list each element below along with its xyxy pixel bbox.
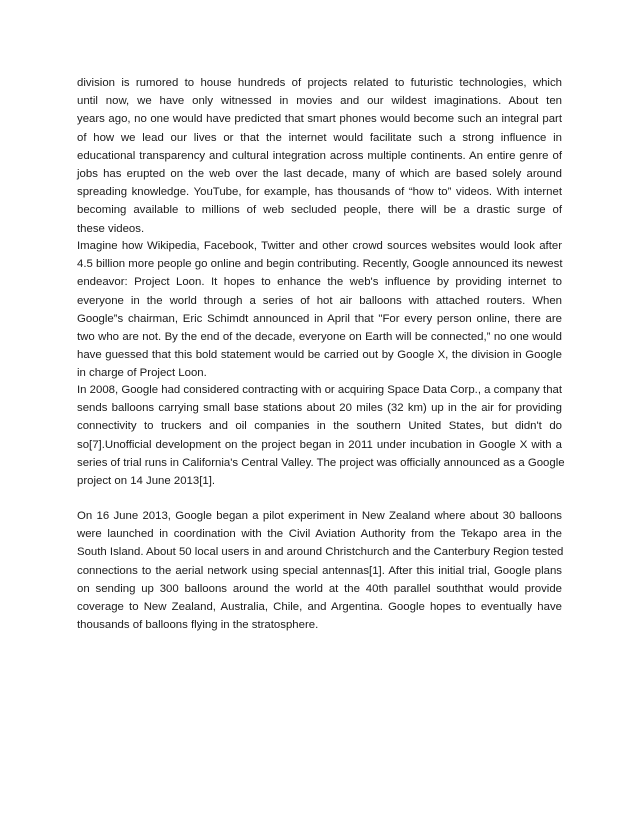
text-line: educational transparency and cultural integration across multiple continents. An entire genre of <box>77 149 562 162</box>
text-line: Google‟s chairman, Eric Schimdt announced in April that "For every person online, there are <box>77 312 562 325</box>
text-line: on sending up 300 balloons around the world at the 40th parallel souththat would provide <box>77 582 562 595</box>
text-line: have guessed that this bold statement would be carried out by Google X, the division in Google <box>77 349 562 362</box>
text-line: jobs has erupted on the web over the last decade, many of which are based solely around <box>77 167 562 180</box>
paragraph-2008-history <box>77 381 565 490</box>
text-line: these videos. <box>77 222 145 235</box>
text-line: series of trial runs in California's Central Valley. The project was officially announced as a Google <box>77 456 565 469</box>
text-line: of how we lead our lives or that the internet would facilitate such a strong influence in <box>77 131 562 144</box>
text-line: Imagine how Wikipedia, Facebook, Twitter and other crowd sources websites would look after <box>77 240 562 252</box>
text-line: years ago, no one would have predicted that smart phones would become such an integral part <box>77 113 562 126</box>
text-line: were launched in coordination with the Civil Aviation Authority from the Tekapo area in the <box>77 528 562 541</box>
text-line: so[7].Unofficial development on the project began in 2011 under incubation in Google X with a <box>77 438 562 451</box>
text-line: two who are not. By the end of the decade, everyone on Earth will be connected,” no one would <box>77 330 562 343</box>
text-line: sends balloons carrying small base stations about 20 miles (32 km) up in the air for providing <box>77 402 562 415</box>
text-line: South Island. About 50 local users in and around Christchurch and the Canterbury Region tested <box>77 546 564 559</box>
text-line: spreading knowledge. YouTube, for example, has thousands of “how to” videos. With internet <box>77 186 562 199</box>
text-line: 4.5 billion more people go online and begin contributing. Recently, Google announced its newest <box>77 258 563 271</box>
text-line: endeavor: Project Loon. It hopes to enhance the web's influence by providing internet to <box>77 276 562 289</box>
paragraph-pilot-experiment <box>77 507 562 634</box>
text-line: until now, we have only witnessed in movies and our wildest imaginations. About ten <box>77 95 562 108</box>
text-line: project on 14 June 2013[1]. <box>77 474 216 487</box>
text-line: connectivity to truckers and oil companies in the southern United States, but didn't do <box>77 420 562 433</box>
text-line: becoming available to millions of web secluded people, there will be a drastic surge of <box>77 204 562 217</box>
text-line: coverage to New Zealand, Australia, Chile, and Argentina. Google hopes to eventually have <box>77 600 562 613</box>
paragraph-google-x-division <box>77 74 562 238</box>
text-line: thousands of balloons flying in the stratosphere. <box>77 619 319 632</box>
text-line: division is rumored to house hundreds of projects related to futuristic technologies, which <box>77 77 562 89</box>
text-line: On 16 June 2013, Google began a pilot experiment in New Zealand where about 30 balloons <box>77 510 562 522</box>
text-line: in charge of Project Loon. <box>77 367 207 380</box>
text-line: everyone in the world through a series of hot air balloons with attached routers. When <box>77 294 562 307</box>
text-line: In 2008, Google had considered contracting with or acquiring Space Data Corp., a company that <box>77 384 563 396</box>
paragraph-project-loon <box>77 237 562 383</box>
text-line: connections to the aerial network using special antennas[1]. After this initial trial, Google plans <box>77 564 562 577</box>
